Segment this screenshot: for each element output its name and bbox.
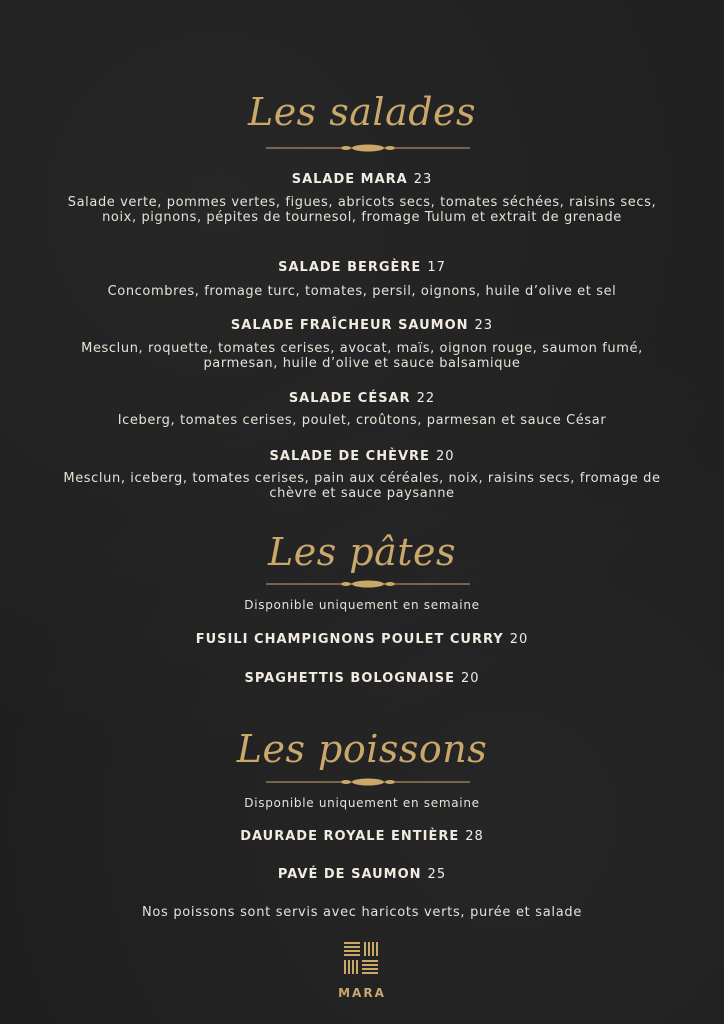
salades-title: Les salades — [247, 90, 477, 134]
dish-pave-saumon: PAVÉ DE SAUMON 25 — [277, 867, 447, 882]
dish-spaghettis: SPAGHETTIS BOLOGNAISE 20 — [244, 671, 480, 686]
dish-salade-cesar: SALADE CÉSAR 22 — [288, 391, 436, 406]
dish-description: Iceberg, tomates cerises, poulet, croûtons, parmesan et sauce César — [117, 413, 607, 428]
dish-description: Concombres, fromage turc, tomates, persil, oignons, huile d’olive et sel — [107, 284, 617, 299]
ornament-divider-icon — [266, 142, 470, 154]
poissons-title: Les poissons — [236, 727, 488, 771]
dish-description: Salade verte, pommes vertes, figues, abricots secs, tomates séchées, raisins secs, noix, pignons, pépites de tournesol, fromage Tulum et extrait de grenade — [67, 195, 657, 225]
ornament-divider-icon — [266, 776, 470, 788]
dish-salade-de-chevre: SALADE DE CHÈVRE 20 — [269, 449, 455, 464]
dish-description: Mesclun, roquette, tomates cerises, avocat, maïs, oignon rouge, saumon fumé, parmesan, huile d’olive et sauce balsamique — [81, 341, 643, 371]
availability-note: Disponible uniquement en semaine — [244, 796, 480, 810]
poissons-side-note: Nos poissons sont servis avec haricots verts, purée et salade — [141, 905, 583, 920]
ornament-divider-icon — [266, 578, 470, 590]
dish-salade-mara: SALADE MARA 23 — [291, 172, 433, 187]
dish-salade-fraicheur-saumon: SALADE FRAÎCHEUR SAUMON 23 — [230, 318, 494, 333]
dish-daurade: DAURADE ROYALE ENTIÈRE 28 — [240, 829, 484, 844]
availability-note: Disponible uniquement en semaine — [244, 598, 480, 612]
dish-salade-bergere: SALADE BERGÈRE 17 — [278, 260, 446, 275]
dish-description: Mesclun, iceberg, tomates cerises, pain aux céréales, noix, raisins secs, fromage de chèvre et sauce paysanne — [63, 471, 661, 501]
dish-fusili: FUSILI CHAMPIGNONS POULET CURRY 20 — [195, 632, 529, 647]
pates-title: Les pâtes — [267, 530, 457, 574]
brand-name: MARA — [338, 986, 386, 1000]
